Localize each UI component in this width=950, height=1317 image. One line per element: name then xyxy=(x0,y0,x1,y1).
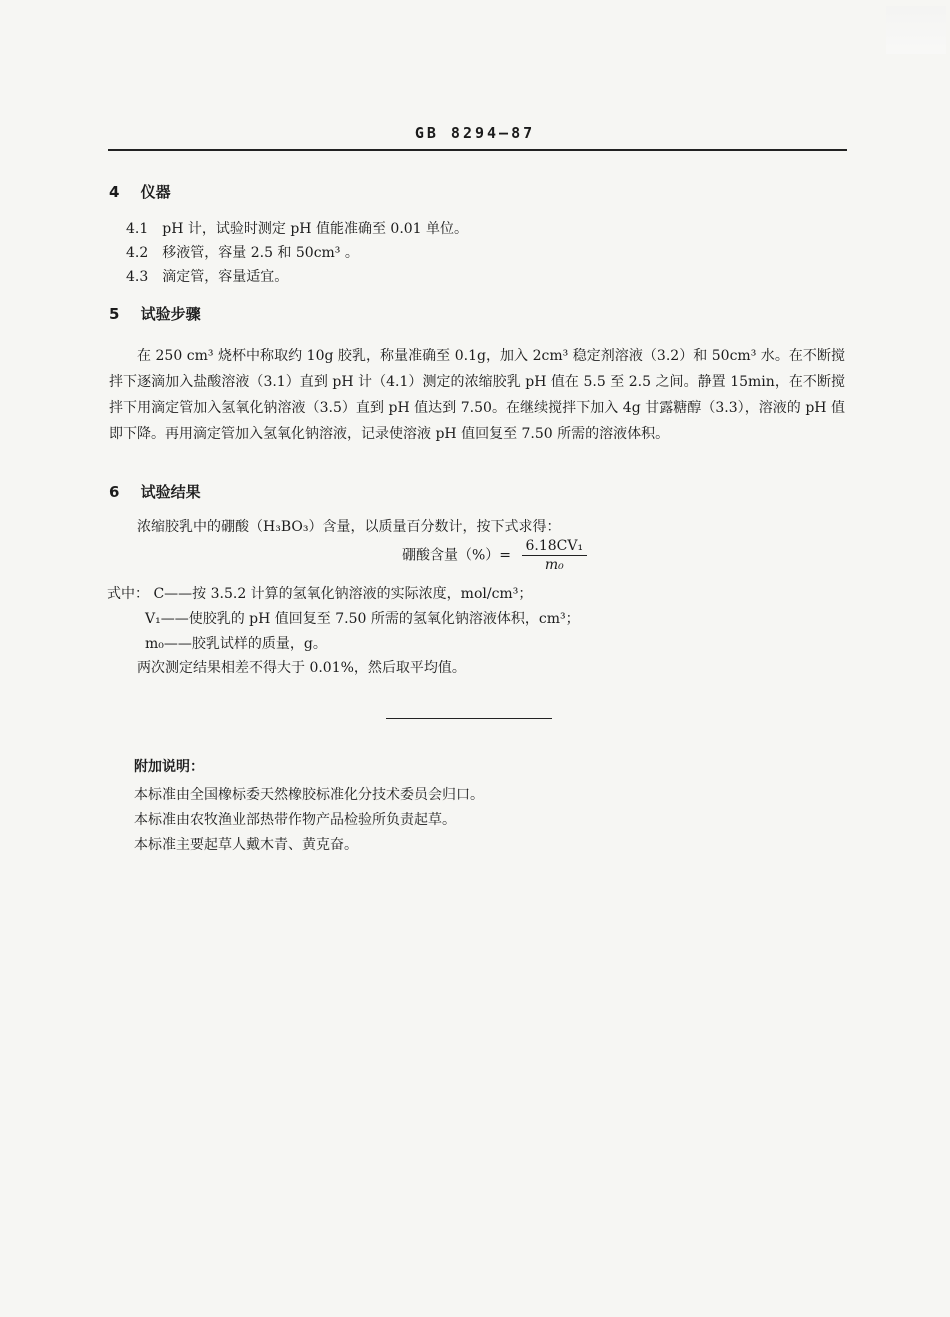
note-line-1: 本标准由全国橡标委天然橡胶标准化分技术委员会归口。 xyxy=(134,787,484,803)
formula-fraction xyxy=(522,538,588,573)
section-5-title xyxy=(109,303,201,324)
instrument-item-3: 4.3 滴定管，容量适宜。 xyxy=(126,269,289,285)
section-4-title xyxy=(109,181,171,202)
section-5-number: 5 xyxy=(109,305,120,323)
section-6-heading: 试验结果 xyxy=(140,483,201,501)
formula-numerator: 6.18CV₁ xyxy=(522,538,588,556)
section-4-number: 4 xyxy=(109,183,120,201)
instrument-item-2: 4.2 移液管，容量 2.5 和 50cm³ 。 xyxy=(126,245,359,261)
procedure-paragraph: 在 250 cm³ 烧杯中称取约 10g 胶乳，称量准确至 0.1g，加入 2cm³ 稳定剂溶液（3.2）和 50cm³ 水。在不断搅拌下逐滴加入盐酸溶液（3.1）直到 pH 计（4.1）测定的浓缩胶乳 pH 值在 5.5 至 2.5 之间。静置 15min，在不断搅拌下用滴定管加入氢氧化钠溶液（3.5）直到 pH 值达到 7.50。在继续搅拌下加入 4g 甘露糖醇（3.3），溶液的 pH 值即下降。再用滴定管加入氢氧化钠溶液，记录使溶液 pH 值回复至 7.50 所需的溶液体积。 xyxy=(109,348,845,442)
instrument-item-1: 4.1 pH 计，试验时测定 pH 值能准确至 0.01 单位。 xyxy=(126,221,469,237)
results-intro: 浓缩胶乳中的硼酸（H₃BO₃）含量，以质量百分数计，按下式求得： xyxy=(137,519,561,535)
formula-lhs: 硼酸含量（%）= xyxy=(402,547,512,564)
section-6-title xyxy=(109,481,201,502)
section-5-heading: 试验步骤 xyxy=(140,305,201,323)
formula-denominator: m₀ xyxy=(544,557,564,573)
note-line-2: 本标准由农牧渔业部热带作物产品检验所负责起草。 xyxy=(134,812,456,828)
section-divider xyxy=(386,718,552,719)
header-rule xyxy=(108,149,847,151)
where-label: 式中： xyxy=(107,586,149,602)
notes-title: 附加说明： xyxy=(134,759,204,775)
formula xyxy=(402,538,587,573)
section-4-heading: 仪器 xyxy=(140,183,171,201)
page-corner-watermark xyxy=(886,6,946,54)
note-line-3: 本标准主要起草人戴木青、黄克奋。 xyxy=(134,837,358,853)
page-header: GB 8294—87 xyxy=(414,124,536,142)
section-6-number: 6 xyxy=(109,483,120,501)
definition-line-1 xyxy=(107,583,532,606)
definition-m0: m₀——胶乳试样的质量，g。 xyxy=(145,636,327,652)
definition-v1: V₁——使胶乳的 pH 值回复至 7.50 所需的氢氧化钠溶液体积，cm³； xyxy=(145,611,580,627)
definition-c: C——按 3.5.2 计算的氢氧化钠溶液的实际浓度，mol/cm³； xyxy=(153,586,533,602)
results-conclusion: 两次测定结果相差不得大于 0.01%，然后取平均值。 xyxy=(137,660,466,676)
